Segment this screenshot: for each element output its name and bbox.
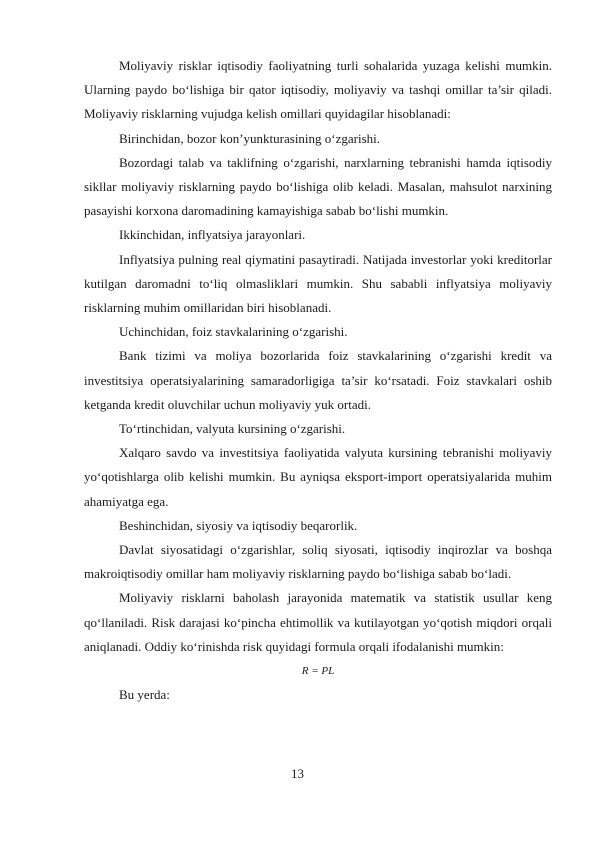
page-number: 13 <box>291 766 304 781</box>
paragraph-factor-4-heading: To‘rtinchidan, valyuta kursining o‘zgarishi. <box>119 421 346 437</box>
paragraph-risk-assessment: Moliyaviy risklarni baholash jarayonida matematik va statistik usullar keng qo‘llaniladi. Risk darajasi ko‘pincha ehtimollik va kutilayotgan yo‘qotish miqdori orqali aniqlanadi. Oddiy ko‘rinishda risk quyidagi formula orqali ifodalanishi mumkin: <box>84 590 552 654</box>
paragraph-factor-4-text: Xalqaro savdo va investitsiya faoliyatida valyuta kursining tebranishi moliyaviy yo‘qotishlarga olib kelishi mumkin. Bu ayniqsa eksport-import operatsiyalarida muhim ahamiyatga ega. <box>84 445 552 509</box>
paragraph-where: Bu yerda: <box>119 687 170 703</box>
paragraph-factor-5-text: Davlat siyosatidagi o‘zgarishlar, soliq siyosati, iqtisodiy inqirozlar va boshqa makroiqtisodiy omillar ham moliyaviy risklarning paydo bo‘lishiga sabab bo‘ladi. <box>84 542 552 582</box>
paragraph-factor-1-text: Bozordagi talab va taklifning o‘zgarishi, narxlarning tebranishi hamda iqtisodiy sikllar moliyaviy risklarning paydo bo‘lishiga olib keladi. Masalan, mahsulot narxining pasayishi korxona daromadining kamayishiga sabab bo‘lishi mumkin. <box>84 154 552 219</box>
paragraph-factor-5-heading: Beshinchidan, siyosiy va iqtisodiy beqarorlik. <box>119 517 358 533</box>
paragraph-factor-3-heading: Uchinchidan, foiz stavkalarining o‘zgarishi. <box>119 324 348 340</box>
paragraph-factor-1-heading: Birinchidan, bozor kon’yunkturasining o‘zgarishi. <box>119 130 381 146</box>
paragraph-factor-2-text: Inflyatsiya pulning real qiymatini pasaytiradi. Natijada investorlar yoki kreditorlar kutilgan daromadni to‘liq olmasliklari mumkin. Shu sababli inflyatsiya moliyaviy risklarning muhim omillaridan biri hisoblanadi. <box>84 251 552 316</box>
body-text <box>84 54 552 707</box>
paragraph-intro: Moliyaviy risklar iqtisodiy faoliyatning turli sohalarida yuzaga kelishi mumkin. Ularning paydo bo‘lishiga bir qator iqtisodiy, moliyaviy va tashqi omillar ta’sir qiladi. Moliyaviy risklarning vujudga kelish omillari quyidagilar hisoblanadi: <box>84 58 552 122</box>
risk-formula: R = PL <box>301 665 335 678</box>
paragraph-factor-2-heading: Ikkinchidan, inflyatsiya jarayonlari. <box>119 227 306 243</box>
paragraph-factor-3-text: Bank tizimi va moliya bozorlarida foiz stavkalarining o‘zgarishi kredit va investitsiya operatsiyalarining samaradorligiga ta’sir ko‘rsatadi. Foiz stavkalari oshib ketganda kredit oluvchilar uchun moliyaviy yuk ortadi. <box>84 348 552 412</box>
